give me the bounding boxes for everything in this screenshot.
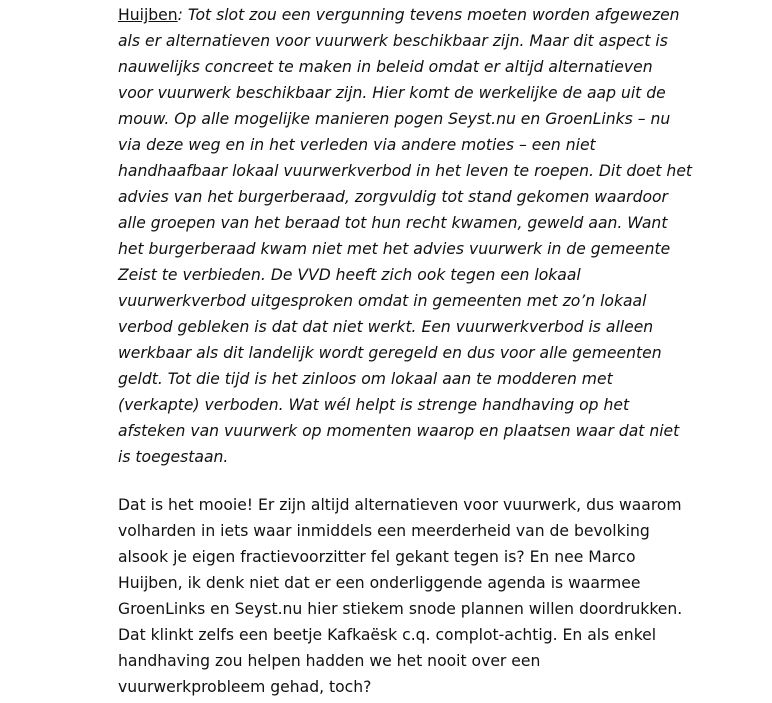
response-paragraph [118,492,728,700]
text-line: verbod gebleken is dat dat niet werkt. Een vuurwerkverbod is alleen [118,318,654,336]
text-line: handhaving zou helpen hadden we het nooit over een [118,652,541,670]
speaker-name: Huijben [118,6,178,24]
text-line: via deze weg en in het verleden via andere moties – een niet [118,136,596,154]
document-body [118,2,728,700]
text-line: GroenLinks en Seyst.nu hier stiekem snode plannen willen doordrukken. [118,600,683,618]
text-line: vuurwerkprobleem gehad, toch? [118,678,372,696]
text-line: als er alternatieven voor vuurwerk beschikbaar zijn. Maar dit aspect is [118,32,668,50]
text-line: alle groepen van het beraad tot hun recht kwamen, geweld aan. Want [118,214,668,232]
text-line-rest: : Tot slot zou een vergunning tevens moeten worden afgewezen [177,6,680,24]
text-line: geldt. Tot die tijd is het zinloos om lokaal aan te modderen met [118,370,613,388]
text-line: mouw. Op alle mogelijke manieren pogen Seyst.nu en GroenLinks – nu [118,110,671,128]
text-line: advies van het burgerberaad, zorgvuldig tot stand gekomen waardoor [118,188,668,206]
text-line: het burgerberaad kwam niet met het advies vuurwerk in de gemeente [118,240,671,258]
text-line: (verkapte) verboden. Wat wél helpt is strenge handhaving op het [118,396,630,414]
quoted-paragraph [118,2,728,470]
text-line: handhaafbaar lokaal vuurwerkverbod in het leven te roepen. Dit doet het [118,162,693,180]
text-line: Dat is het mooie! Er zijn altijd alternatieven voor vuurwerk, dus waarom [118,496,682,514]
text-line: voor vuurwerk beschikbaar zijn. Hier komt de werkelijke de aap uit de [118,84,666,102]
text-line: nauwelijks concreet te maken in beleid omdat er altijd alternatieven [118,58,653,76]
text-line [118,2,728,28]
text-line: Zeist te verbieden. De VVD heeft zich ook tegen een lokaal [118,266,581,284]
text-line: afsteken van vuurwerk op momenten waarop en plaatsen waar dat niet [118,422,680,440]
text-line: Dat klinkt zelfs een beetje Kafkaësk c.q. complot-achtig. En als enkel [118,626,657,644]
text-line: alsook je eigen fractievoorzitter fel gekant tegen is? En nee Marco [118,548,636,566]
paragraph-spacing [118,470,728,492]
text-line: is toegestaan. [118,448,229,466]
text-line: werkbaar als dit landelijk wordt geregeld en dus voor alle gemeenten [118,344,662,362]
text-line: volharden in iets waar inmiddels een meerderheid van de bevolking [118,522,650,540]
text-line: Huijben, ik denk niet dat er een onderliggende agenda is waarmee [118,574,641,592]
text-line: vuurwerkverbod uitgesproken omdat in gemeenten met zo’n lokaal [118,292,647,310]
